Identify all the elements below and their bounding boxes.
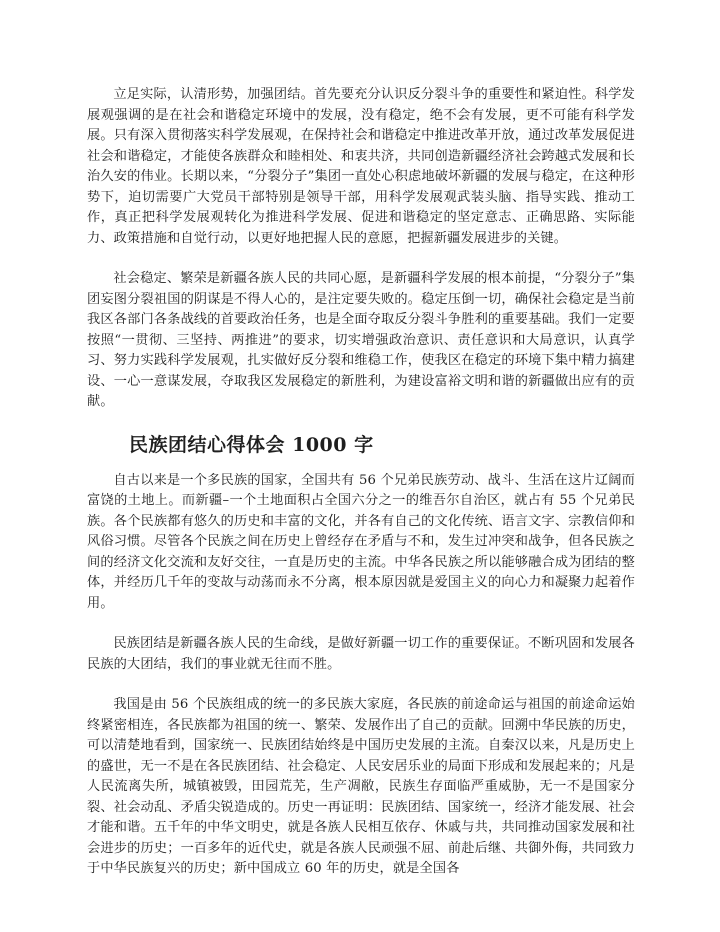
paragraph-multi-ethnic-nation: 自古以来是一个多民族的国家，全国共有 56 个兄弟民族劳动、战斗、生活在这片辽阔而富饶的土地上。而新疆–一个土地面积占全国六分之一的维吾尔自治区，就占有 55 个兄弟民族。各个民族都有悠久的历史和丰富的文化，并各有自己的文化传统、语言文字、宗教信仰和风俗习惯。尽管各个民族之间在历史上曾经存在矛盾与不和，发生过冲突和战争，但各民族之间的经济文化交流和友好交往，一直是历史的主流。中华各民族之所以能够融合成为团结的整体，并经历几千年的变故与动荡而永不分离，根本原因就是爱国主义的向心力和凝聚力起着作用。: [87, 472, 635, 611]
document-page: [87, 85, 635, 880]
paragraph-history: 我国是由 56 个民族组成的统一的多民族大家庭，各民族的前途命运与祖国的前途命运始终紧密相连，各民族都为祖国的统一、繁荣、发展作出了自己的贡献。回溯中华民族的历史，可以清楚地看到，国家统一、民族团结始终是中国历史发展的主流。自秦汉以来，凡是历史上的盛世，无一不是在各民族团结、社会稳定、人民安居乐业的局面下形成和发展起来的；凡是人民流离失所，城镇被毁，田园荒芜，生产凋敝，民族生存面临严重威胁，无一不是国家分裂、社会动乱、矛盾尖锐造成的。历史一再证明：民族团结、国家统一，经济才能发展、社会才能和谐。五千年的中华文明史，就是各族人民相互依存、休戚与共，共同推动国家发展和社会进步的历史；一百多年的近代史，就是各族人民顽强不屈、前赴后继、共御外侮，共同致力于中华民族复兴的历史；新中国成立 60 年的历史，就是全国各: [87, 697, 635, 876]
paragraph-lifeline: 民族团结是新疆各族人民的生命线，是做好新疆一切工作的重要保证。不断巩固和发展各民族的大团结，我们的事业就无往而不胜。: [87, 636, 635, 672]
paragraph-social-stability: 社会稳定、繁荣是新疆各族人民的共同心愿，是新疆科学发展的根本前提，“分裂分子”集团妄图分裂祖国的阴谋是不得人心的，是注定要失败的。稳定压倒一切，确保社会稳定是当前我区各部门各条战线的首要政治任务，也是全面夺取反分裂斗争胜利的重要基础。我们一定要按照“一贯彻、三坚持、两推进”的要求，切实增强政治意识、责任意识和大局意识，认真学习、努力实践科学发展观，扎实做好反分裂和维稳工作，使我区在稳定的环境下集中精力搞建设、一心一意谋发展，夺取我区发展稳定的新胜利，为建设富裕文明和谐的新疆做出应有的贡献。: [87, 271, 635, 409]
paragraph-stability-analysis: 立足实际，认清形势，加强团结。首先要充分认识反分裂斗争的重要性和紧迫性。科学发展观强调的是在社会和谐稳定环境中的发展，没有稳定，绝不会有发展，更不可能有科学发展。只有深入贯彻落实科学发展观，在保持社会和谐稳定中推进改革开放，通过改革发展促进社会和谐稳定，才能使各族群众和睦相处、和衷共济，共同创造新疆经济社会跨越式发展和长治久安的伟业。长期以来，“分裂分子”集团一直处心积虑地破坏新疆的发展与稳定，在这种形势下，迫切需要广大党员干部特别是领导干部，用科学发展观武装头脑、指导实践、推动工作，真正把科学发展观转化为推进科学发展、促进和谐稳定的坚定意志、正确思路、实际能力、政策措施和自觉行动，以更好地把握人民的意愿，把握新疆发展进步的关键。: [87, 87, 635, 246]
section-heading: 民族团结心得体会 1000 字: [129, 433, 374, 456]
